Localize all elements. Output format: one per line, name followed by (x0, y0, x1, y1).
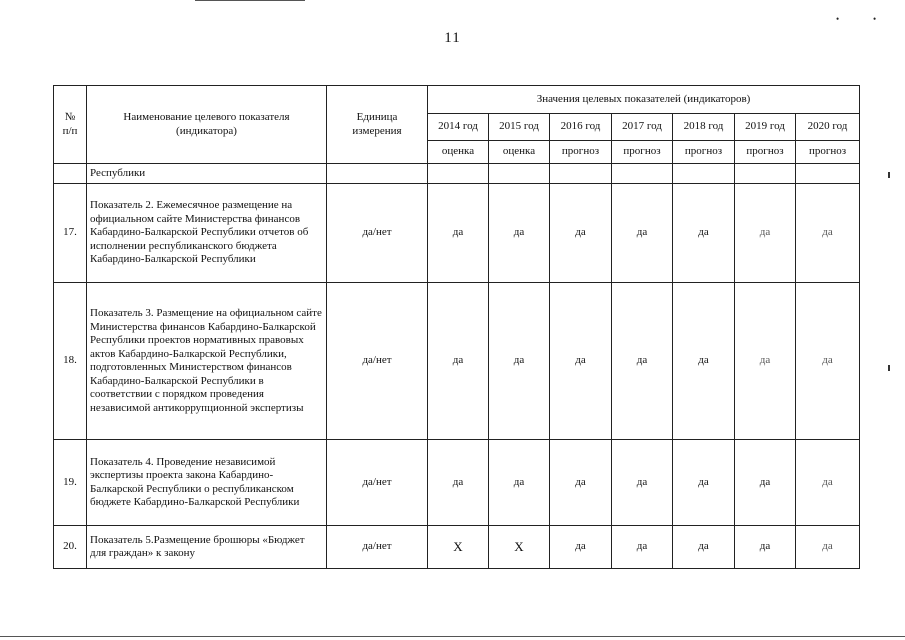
indicator-name: Республики (87, 164, 327, 184)
header-row-group (54, 86, 860, 114)
value-cell: да (550, 526, 612, 569)
value-cell: да (428, 440, 489, 526)
value-cell: да (489, 184, 550, 283)
value-cell (612, 164, 673, 184)
value-cell: да (796, 440, 860, 526)
indicators-table (53, 85, 860, 569)
row-number: 18. (54, 283, 87, 440)
header-kind: оценка (428, 141, 489, 164)
unit-cell: да/нет (327, 184, 428, 283)
unit-cell: да/нет (327, 440, 428, 526)
scan-line-top (195, 0, 305, 1)
value-cell: да (612, 184, 673, 283)
scan-mark: • (836, 14, 840, 24)
value-cell: да (489, 283, 550, 440)
value-cell: да (673, 283, 735, 440)
header-year: 2018 год (673, 114, 735, 141)
value-cell: да (612, 526, 673, 569)
value-cell: да (735, 283, 796, 440)
value-cell: да (735, 440, 796, 526)
row-number (54, 164, 87, 184)
header-year: 2017 год (612, 114, 673, 141)
value-cell (550, 164, 612, 184)
value-cell: да (673, 440, 735, 526)
edge-tick (888, 172, 890, 178)
header-kind: прогноз (673, 141, 735, 164)
value-cell (489, 164, 550, 184)
header-kind: оценка (489, 141, 550, 164)
value-cell: да (796, 283, 860, 440)
table-row (54, 526, 860, 569)
value-cell: да (735, 526, 796, 569)
indicator-name: Показатель 4. Проведение независимой экспертизы проекта закона Кабардино-Балкарской Республики о республиканском бюджете Кабардино-Балкарской Республики (87, 440, 327, 526)
header-kind: прогноз (550, 141, 612, 164)
value-cell: да (673, 184, 735, 283)
edge-tick (888, 365, 890, 371)
value-cell: Х (428, 526, 489, 569)
table-row-continuation (54, 164, 860, 184)
value-cell (796, 164, 860, 184)
page-number: 11 (444, 30, 461, 46)
value-cell (735, 164, 796, 184)
header-kind: прогноз (735, 141, 796, 164)
value-cell: да (796, 526, 860, 569)
header-values-group: Значения целевых показателей (индикаторов) (428, 86, 860, 114)
row-number: 19. (54, 440, 87, 526)
unit-cell (327, 164, 428, 184)
header-num: № п/п (54, 86, 87, 164)
value-cell: да (673, 526, 735, 569)
unit-cell: да/нет (327, 526, 428, 569)
row-number: 20. (54, 526, 87, 569)
table-row (54, 440, 860, 526)
header-unit: Единица измерения (327, 86, 428, 164)
header-year: 2016 год (550, 114, 612, 141)
header-kind: прогноз (612, 141, 673, 164)
table-row (54, 184, 860, 283)
value-cell: Х (489, 526, 550, 569)
value-cell: да (550, 440, 612, 526)
table-row (54, 283, 860, 440)
header-year: 2014 год (428, 114, 489, 141)
value-cell: да (489, 440, 550, 526)
indicator-name: Показатель 2. Ежемесячное размещение на официальном сайте Министерства финансов Кабардино-Балкарской Республики отчетов об исполнении республиканского бюджета Кабардино-Балкарской Республики (87, 184, 327, 283)
scan-line-bottom (0, 636, 905, 637)
header-year: 2020 год (796, 114, 860, 141)
header-year: 2015 год (489, 114, 550, 141)
header-year: 2019 год (735, 114, 796, 141)
scan-mark: • (873, 14, 877, 24)
value-cell: да (550, 283, 612, 440)
indicator-name: Показатель 5.Размещение брошюры «Бюджет для граждан» к закону (87, 526, 327, 569)
row-number: 17. (54, 184, 87, 283)
value-cell: да (796, 184, 860, 283)
value-cell: да (550, 184, 612, 283)
value-cell (673, 164, 735, 184)
value-cell: да (612, 283, 673, 440)
value-cell: да (735, 184, 796, 283)
header-kind: прогноз (796, 141, 860, 164)
value-cell: да (428, 184, 489, 283)
value-cell: да (428, 283, 489, 440)
header-name: Наименование целевого показателя (индикатора) (87, 86, 327, 164)
value-cell: да (612, 440, 673, 526)
value-cell (428, 164, 489, 184)
indicator-name: Показатель 3. Размещение на официальном сайте Министерства финансов Кабардино-Балкарской Республики проектов нормативных правовых актов Кабардино-Балкарской Республики, подготовленных Министерством финансов Кабардино-Балкарской Республики в соответствии с порядком проведения независимой антикоррупционной экспертизы (87, 283, 327, 440)
unit-cell: да/нет (327, 283, 428, 440)
